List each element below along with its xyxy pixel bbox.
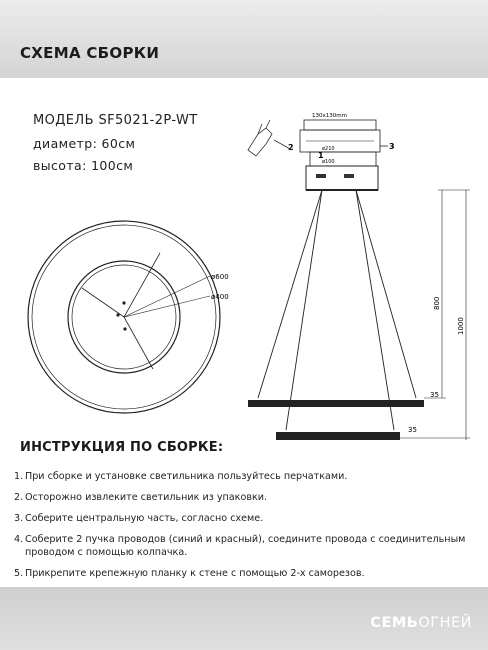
canopy-outer-dim: ø100 — [322, 159, 335, 165]
page-title: СХЕМА СБОРКИ — [20, 44, 160, 62]
step-text: Осторожно извлеките светильник из упаковки. — [25, 492, 268, 503]
brand-bold: СЕМЬ — [370, 615, 419, 631]
wire-left-outer — [258, 190, 322, 398]
inner-ring-side — [276, 432, 400, 440]
radius-line-inner — [124, 317, 153, 369]
hand-illustration — [248, 120, 292, 156]
step-text: Прикрепите крепежную планку к стене с помощью 2-х саморезов. — [25, 568, 365, 579]
brand-light: ОГНЕЙ — [418, 615, 472, 631]
outer-ring-dim: ø600 — [211, 273, 229, 281]
list-item — [14, 470, 484, 483]
brand-logo — [370, 615, 472, 631]
wire-right-outer — [356, 190, 416, 398]
step-1-marker: 1 — [318, 151, 324, 160]
radius-line-left — [82, 288, 124, 317]
step-3-marker: 3 — [389, 142, 395, 151]
side-view-diagram — [248, 113, 470, 440]
terminal-block-right — [344, 174, 354, 178]
step-text: Соберите центральную часть, согласно схеме. — [25, 513, 264, 524]
drop-total-dim: 1000 — [457, 317, 465, 335]
wire-left-inner — [286, 190, 322, 430]
top-view-diagram — [28, 221, 229, 413]
step-text: При сборке и установке светильника пользуйтесь перчатками. — [25, 471, 348, 482]
wire-point-b — [122, 301, 125, 304]
canopy-inner-dim: ø210 — [322, 146, 335, 152]
list-item — [14, 567, 484, 580]
drop-inner-dim: 800 — [433, 296, 441, 310]
inner-dim-leader — [124, 296, 210, 317]
wire-right-inner — [356, 190, 394, 430]
diameter-label: диаметр: 60см — [33, 136, 136, 151]
list-item — [14, 533, 484, 559]
step-number: 3. — [14, 513, 24, 524]
height-label: высота: 100см — [33, 158, 134, 173]
wire-point-a — [123, 327, 126, 330]
ring-thickness-1: 35 — [430, 391, 439, 399]
outer-dim-leader — [124, 276, 210, 317]
inner-ring-dim: ø400 — [211, 293, 229, 301]
list-item — [14, 512, 484, 525]
ring-thickness-2: 35 — [408, 426, 417, 434]
radius-line-outer — [124, 253, 160, 317]
footer-banner — [0, 587, 488, 650]
canopy-top-dim: 130x130mm — [312, 113, 347, 119]
terminal-block-left — [316, 174, 326, 178]
step-number: 1. — [14, 471, 24, 482]
list-item — [14, 491, 484, 504]
outer-ring-side — [248, 400, 424, 407]
instructions-title: ИНСТРУКЦИЯ ПО СБОРКЕ: — [20, 440, 224, 455]
step-text: Соберите 2 пучка проводов (синий и красный), соедините провода с соединительным проводом с помощью колпачка. — [25, 534, 466, 558]
step-number: 4. — [14, 534, 24, 545]
model-label: МОДЕЛЬ SF5021-2P-WT — [33, 113, 198, 128]
step-2-marker: 2 — [288, 143, 294, 152]
step-number: 5. — [14, 568, 24, 579]
canopy-plate — [304, 120, 376, 130]
step-number: 2. — [14, 492, 24, 503]
